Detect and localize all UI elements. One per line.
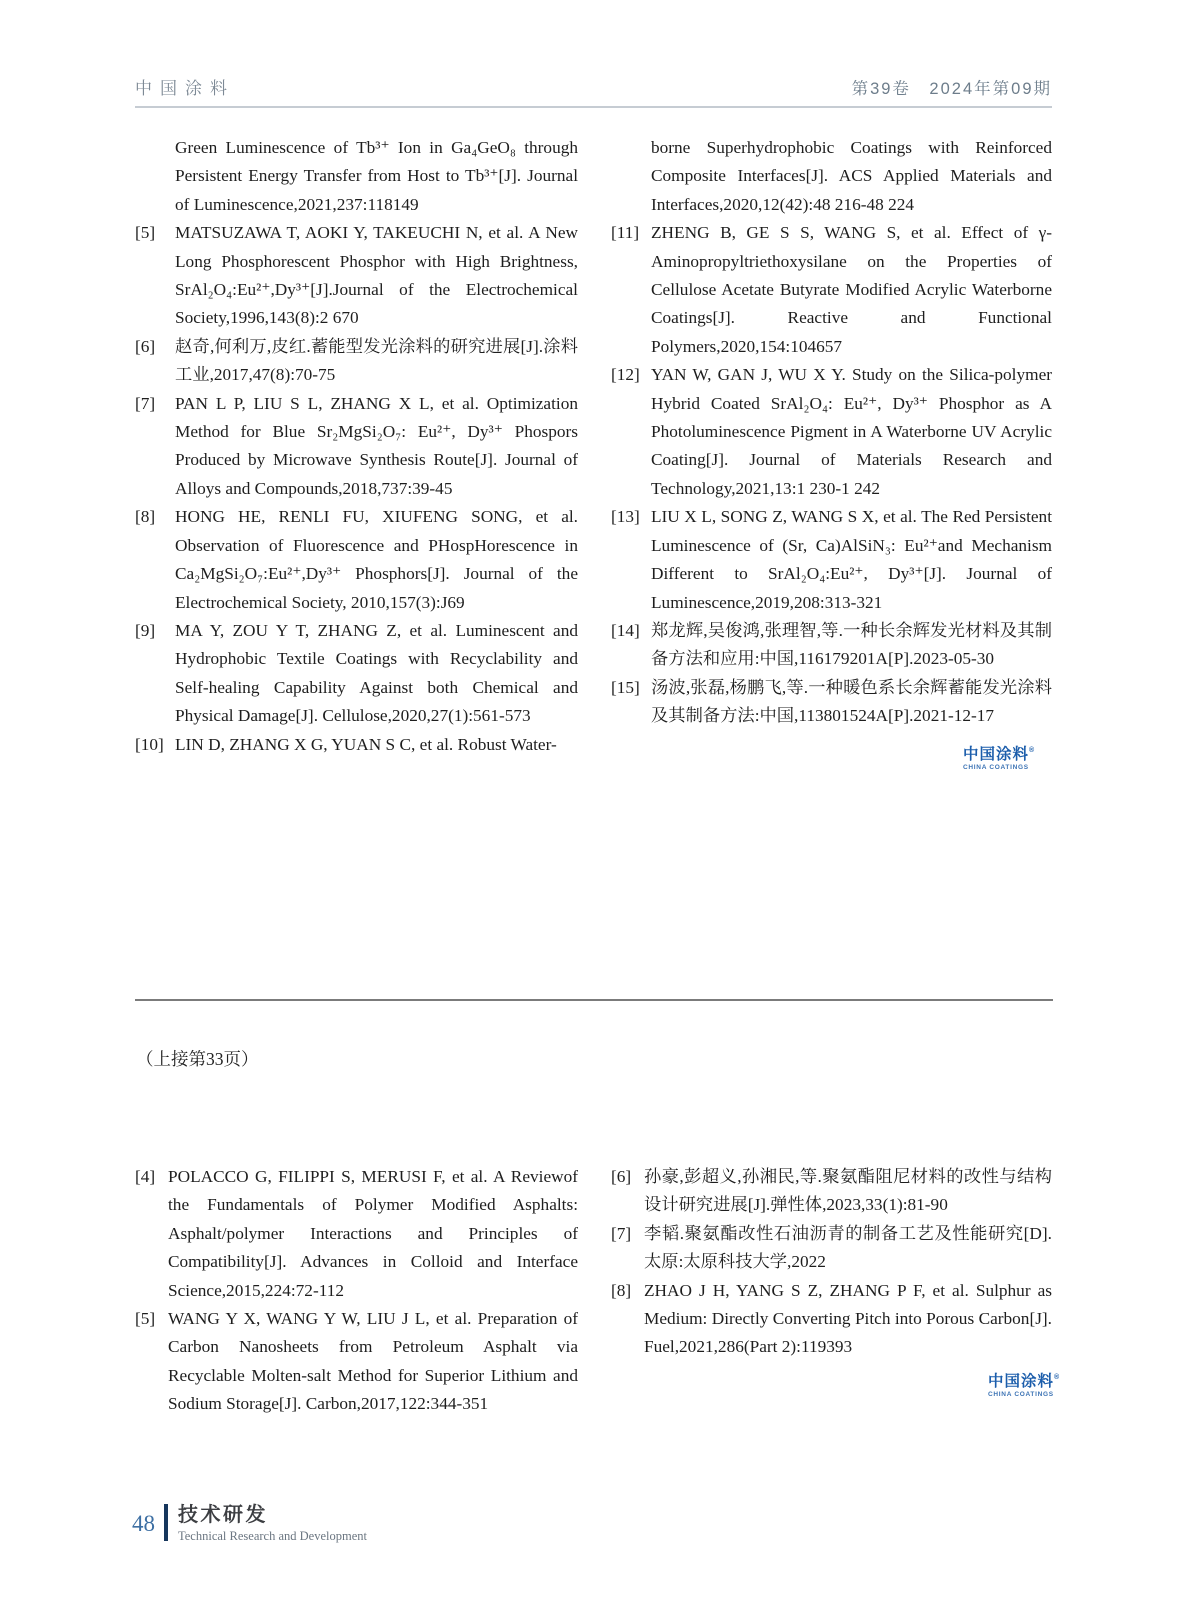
reference-text: POLACCO G, FILIPPI S, MERUSI F, et al. A Reviewof the Fundamentals of Polymer Modified Asphalts: Asphalt/polymer Interactions and Principles of Compatibility[J]. Advances in Colloid and Interface Science,2015,224:72-112	[168, 1167, 578, 1300]
reference-marker: [5]	[135, 1309, 156, 1329]
reference-marker: [6]	[135, 336, 156, 356]
reference-text: 李韬.聚氨酯改性石油沥青的制备工艺及性能研究[D].太原:太原科技大学,2022	[644, 1223, 1052, 1272]
references-top-right-column	[611, 134, 1052, 759]
reference-text: MA Y, ZOU Y T, ZHANG Z, et al. Luminescent and Hydrophobic Textile Coatings with Recyclability and Self-healing Capability Against both Chemical and Physical Damage[J]. Cellulose,2020,27(1):561-573	[175, 620, 578, 726]
reference-marker: [13]	[611, 507, 640, 527]
reference-text: HONG HE, RENLI FU, XIUFENG SONG, et al. Observation of Fluorescence and PHospHorescence in Ca₂MgSi₂O₇:Eu²⁺,Dy³⁺ Phosphors[J]. Journal of the Electrochemical Society, 2010,157(3):J69	[175, 507, 578, 612]
references-bottom-right-column	[611, 1163, 1052, 1419]
reference-item	[135, 503, 578, 617]
logo-subtitle: CHINA COATINGS	[988, 1390, 1054, 1398]
footer-section	[178, 1504, 367, 1544]
page-header	[135, 74, 1052, 108]
registered-mark-icon: ®	[1029, 747, 1035, 754]
reference-item	[135, 219, 578, 333]
reference-marker: [8]	[135, 507, 156, 527]
reference-item	[611, 617, 1052, 674]
reference-item	[611, 1220, 1052, 1277]
issue-info: 第39卷 2024年第09期	[851, 80, 1052, 98]
page-number: 48	[132, 1511, 155, 1536]
references-top-left-column	[135, 134, 578, 759]
reference-text: Green Luminescence of Tb³⁺ Ion in Ga₄GeO₈ through Persistent Energy Transfer from Host to Tb³⁺[J]. Journal of Luminescence,2021,237:118149	[175, 138, 578, 214]
reference-text: 郑龙辉,吴俊鸿,张理智,等.一种长余辉发光材料及其制备方法和应用:中国,116179201A[P].2023-05-30	[651, 620, 1052, 669]
reference-marker: [7]	[611, 1223, 632, 1243]
reference-marker: [9]	[135, 620, 156, 640]
reference-text: 汤波,张磊,杨鹏飞,等.一种暖色系长余辉蓄能发光涂料及其制备方法:中国,113801524A[P].2021-12-17	[651, 677, 1052, 726]
reference-continuation	[135, 134, 578, 219]
references-bottom-left-column	[135, 1163, 578, 1419]
section-title: 技术研发	[178, 1504, 268, 1526]
reference-text: borne Superhydrophobic Coatings with Reinforced Composite Interfaces[J]. ACS Applied Materials and Interfaces,2020,12(42):48 216-48 224	[651, 138, 1052, 214]
reference-marker: [11]	[611, 223, 640, 243]
logo-subtitle: CHINA COATINGS	[963, 763, 1029, 771]
reference-text: YAN W, GAN J, WU X Y. Study on the Silica-polymer Hybrid Coated SrAl₂O₄: Eu²⁺, Dy³⁺ Phosphor as A Photoluminescence Pigment in A Waterborne UV Acrylic Coating[J]. Journal of Materials Research and Technology,2021,13:1 230-1 242	[651, 365, 1052, 498]
reference-text: LIU X L, SONG Z, WANG S X, et al. The Red Persistent Luminescence of (Sr, Ca)AlSiN₃: Eu²⁺and Mechanism Different to SrAl₂O₄:Eu²⁺, Dy³⁺[J]. Journal of Luminescence,2019,208:313-321	[651, 507, 1052, 612]
reference-item	[611, 361, 1052, 503]
reference-text: WANG Y X, WANG Y W, LIU J L, et al. Preparation of Carbon Nanosheets from Petroleum Asphalt via Recyclable Molten-salt Method for Superior Lithium and Sodium Storage[J]. Carbon,2017,122:344-351	[168, 1309, 578, 1414]
reference-marker: [5]	[135, 223, 156, 243]
reference-marker: [8]	[611, 1280, 632, 1300]
reference-text: ZHAO J H, YANG S Z, ZHANG P F, et al. Sulphur as Medium: Directly Converting Pitch into Porous Carbon[J]. Fuel,2021,286(Part 2):119393	[644, 1280, 1052, 1357]
reference-item	[135, 617, 578, 731]
reference-item	[611, 219, 1052, 361]
china-coatings-logo	[963, 747, 1034, 771]
reference-item	[135, 390, 578, 504]
journal-name: 中国涂料	[135, 79, 235, 98]
reference-marker: [7]	[135, 393, 156, 413]
registered-mark-icon: ®	[1054, 1374, 1060, 1381]
reference-marker: [12]	[611, 365, 640, 385]
reference-item	[611, 1163, 1052, 1220]
section-subtitle: Technical Research and Development	[178, 1529, 367, 1543]
reference-marker: [14]	[611, 620, 640, 640]
reference-text: LIN D, ZHANG X G, YUAN S C, et al. Robust Water-	[175, 734, 557, 754]
reference-text: PAN L P, LIU S L, ZHANG X L, et al. Optimization Method for Blue Sr₂MgSi₂O₇: Eu²⁺, Dy³⁺ Phospors Produced by Microwave Synthesis Route[J]. Journal of Alloys and Compounds,2018,737:39-45	[175, 393, 578, 498]
reference-item	[135, 1163, 578, 1305]
reference-text: ZHENG B, GE S S, WANG S, et al. Effect of γ-Aminopropyltriethoxysilane on the Properties of Cellulose Acetate Butyrate Modified Acrylic Waterborne Coatings[J]. Reactive and Functional Polymers,2020,154:104657	[651, 223, 1052, 356]
reference-text: 赵奇,何利万,皮红.蓄能型发光涂料的研究进展[J].涂料工业,2017,47(8):70-75	[175, 336, 578, 385]
reference-item	[611, 674, 1052, 731]
section-divider	[135, 999, 1053, 1001]
continued-from-note: （上接第33页）	[136, 1048, 259, 1069]
reference-item	[135, 731, 578, 759]
footer-divider-bar	[164, 1504, 168, 1541]
references-top-section	[135, 134, 1052, 759]
reference-item	[611, 1277, 1052, 1362]
reference-item	[611, 503, 1052, 617]
reference-continuation	[611, 134, 1052, 219]
reference-marker: [6]	[611, 1167, 632, 1186]
reference-marker: [10]	[135, 734, 164, 754]
reference-marker: [15]	[611, 677, 640, 697]
china-coatings-logo	[988, 1374, 1059, 1398]
logo-wordmark: 中国涂料®	[988, 1373, 1060, 1390]
references-bottom-section	[135, 1163, 1052, 1419]
logo-wordmark: 中国涂料®	[963, 746, 1035, 763]
reference-item	[135, 1305, 578, 1419]
reference-marker: [4]	[135, 1167, 156, 1186]
reference-text: 孙豪,彭超义,孙湘民,等.聚氨酯阻尼材料的改性与结构设计研究进展[J].弹性体,2023,33(1):81-90	[644, 1167, 1052, 1215]
page-footer	[132, 1504, 367, 1544]
reference-item	[135, 333, 578, 390]
reference-text: MATSUZAWA T, AOKI Y, TAKEUCHI N, et al. A New Long Phosphorescent Phosphor with High Brightness, SrAl₂O₄:Eu²⁺,Dy³⁺[J].Journal of the Electrochemical Society,1996,143(8):2 670	[175, 223, 578, 328]
